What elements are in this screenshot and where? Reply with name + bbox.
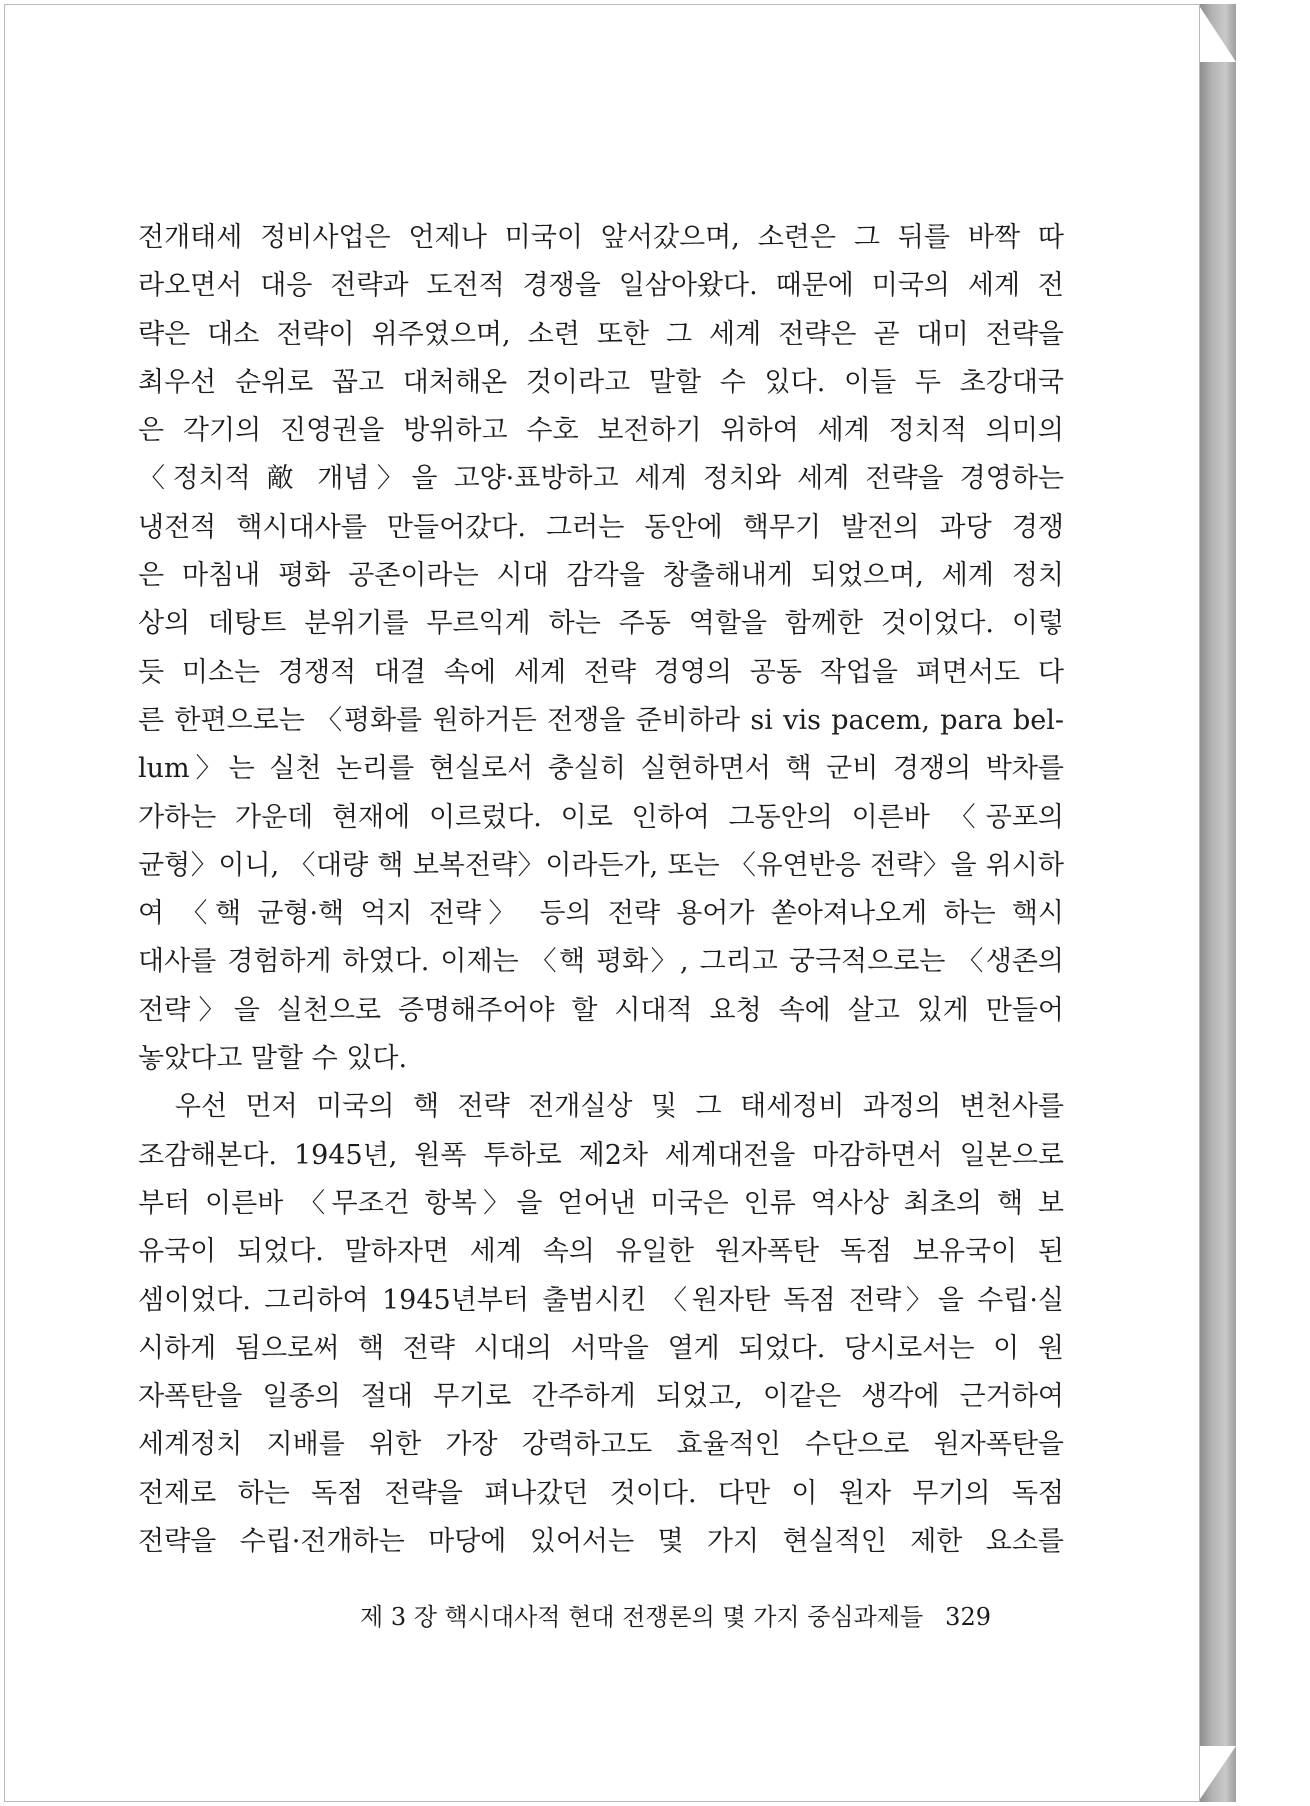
text-line: 우선 먼저 미국의 핵 전략 전개실상 및 그 태세정비 과정의 변천사를	[138, 1091, 1064, 1123]
text-line: 자폭탄을 일종의 절대 무기로 간주하게 되었고, 이같은 생각에 근거하여	[138, 1381, 1064, 1413]
text-line: 전개태세 정비사업은 언제나 미국이 앞서갔으며, 소련은 그 뒤를 바짝 따	[138, 222, 1064, 253]
text-line: 시하게 됨으로써 핵 전략 시대의 서막을 열게 되었다. 당시로서는 이 원	[138, 1332, 1064, 1364]
text-line: 은 각기의 진영권을 방위하고 수호 보전하기 위하여 세계 정치적 의미의	[138, 415, 1064, 447]
text-line: 가하는 가운데 현재에 이르렀다. 이로 인하여 그동안의 이른바 〈공포의	[138, 801, 1064, 833]
text-line: 전략을 수립·전개하는 마당에 있어서는 몇 가지 현실적인 제한 요소를	[138, 1526, 1064, 1558]
page-number: 329	[945, 1603, 991, 1631]
text-line: 조감해본다. 1945년, 원폭 투하로 제2차 세계대전을 마감하면서 일본으로	[138, 1139, 1064, 1171]
text-line: 냉전적 핵시대사를 만들어갔다. 그러는 동안에 핵무기 발전의 과당 경쟁	[138, 511, 1064, 543]
body-text	[138, 214, 1064, 1566]
text-line: 놓았다고 말할 수 있다.	[138, 1043, 408, 1075]
text-line: 〈정치적 敵 개념〉을 고양·표방하고 세계 정치와 세계 전략을 경영하는	[138, 463, 1064, 495]
text-line: 최우선 순위로 꼽고 대처해온 것이라고 말할 수 있다. 이들 두 초강대국	[138, 366, 1064, 398]
text-line: 상의 데탕트 분위기를 무르익게 하는 주동 역할을 함께한 것이었다. 이렇	[138, 608, 1064, 640]
text-line: 부터 이른바 〈무조건 항복〉을 얻어낸 미국은 인류 역사상 최초의 핵 보	[138, 1187, 1064, 1219]
text-line: 세계정치 지배를 위한 가장 강력하고도 효율적인 수단으로 원자폭탄을	[138, 1429, 1064, 1461]
text-line: 듯 미소는 경쟁적 대결 속에 세계 전략 경영의 공동 작업을 펴면서도 다	[138, 656, 1064, 688]
text-line: lum〉는 실천 논리를 현실로서 충실히 실현하면서 핵 군비 경쟁의 박차를	[138, 753, 1064, 785]
text-line: 라오면서 대응 전략과 도전적 경쟁을 일삼아왔다. 때문에 미국의 세계 전	[138, 270, 1064, 302]
page-edge-stack	[1200, 4, 1236, 1802]
chapter-title: 제 3 장 핵시대사적 현대 전쟁론의 몇 가지 중심과제들	[360, 1603, 924, 1631]
text-line: 여 〈핵 균형·핵 억지 전략〉 등의 전략 용어가 쏟아져나오게 하는 핵시	[138, 898, 1064, 930]
text-line: 유국이 되었다. 말하자면 세계 속의 유일한 원자폭탄 독점 보유국이 된	[138, 1236, 1064, 1268]
text-line: 대사를 경험하게 하였다. 이제는 〈핵 평화〉, 그리고 궁극적으로는 〈생존의	[138, 946, 1064, 978]
running-footer	[360, 1597, 1060, 1637]
text-line: 셈이었다. 그리하여 1945년부터 출범시킨 〈원자탄 독점 전략〉을 수립·실	[138, 1284, 1064, 1316]
text-line: 른 한편으로는 〈평화를 원하거든 전쟁을 준비하라 si vis pacem, para bel-	[138, 704, 1064, 736]
text-line: 전략〉을 실천으로 증명해주어야 할 시대적 요청 속에 살고 있게 만들어	[138, 994, 1064, 1026]
text-line: 균형〉이니, 〈대량 핵 보복전략〉이라든가, 또는 〈유연반응 전략〉을 위시하	[138, 849, 1064, 881]
text-line: 은 마침내 평화 공존이라는 시대 감각을 창출해내게 되었으며, 세계 정치	[138, 560, 1064, 592]
text-line: 략은 대소 전략이 위주였으며, 소련 또한 그 세계 전략은 곧 대미 전략을	[138, 318, 1064, 350]
text-line: 전제로 하는 독점 전략을 펴나갔던 것이다. 다만 이 원자 무기의 독점	[138, 1477, 1064, 1509]
